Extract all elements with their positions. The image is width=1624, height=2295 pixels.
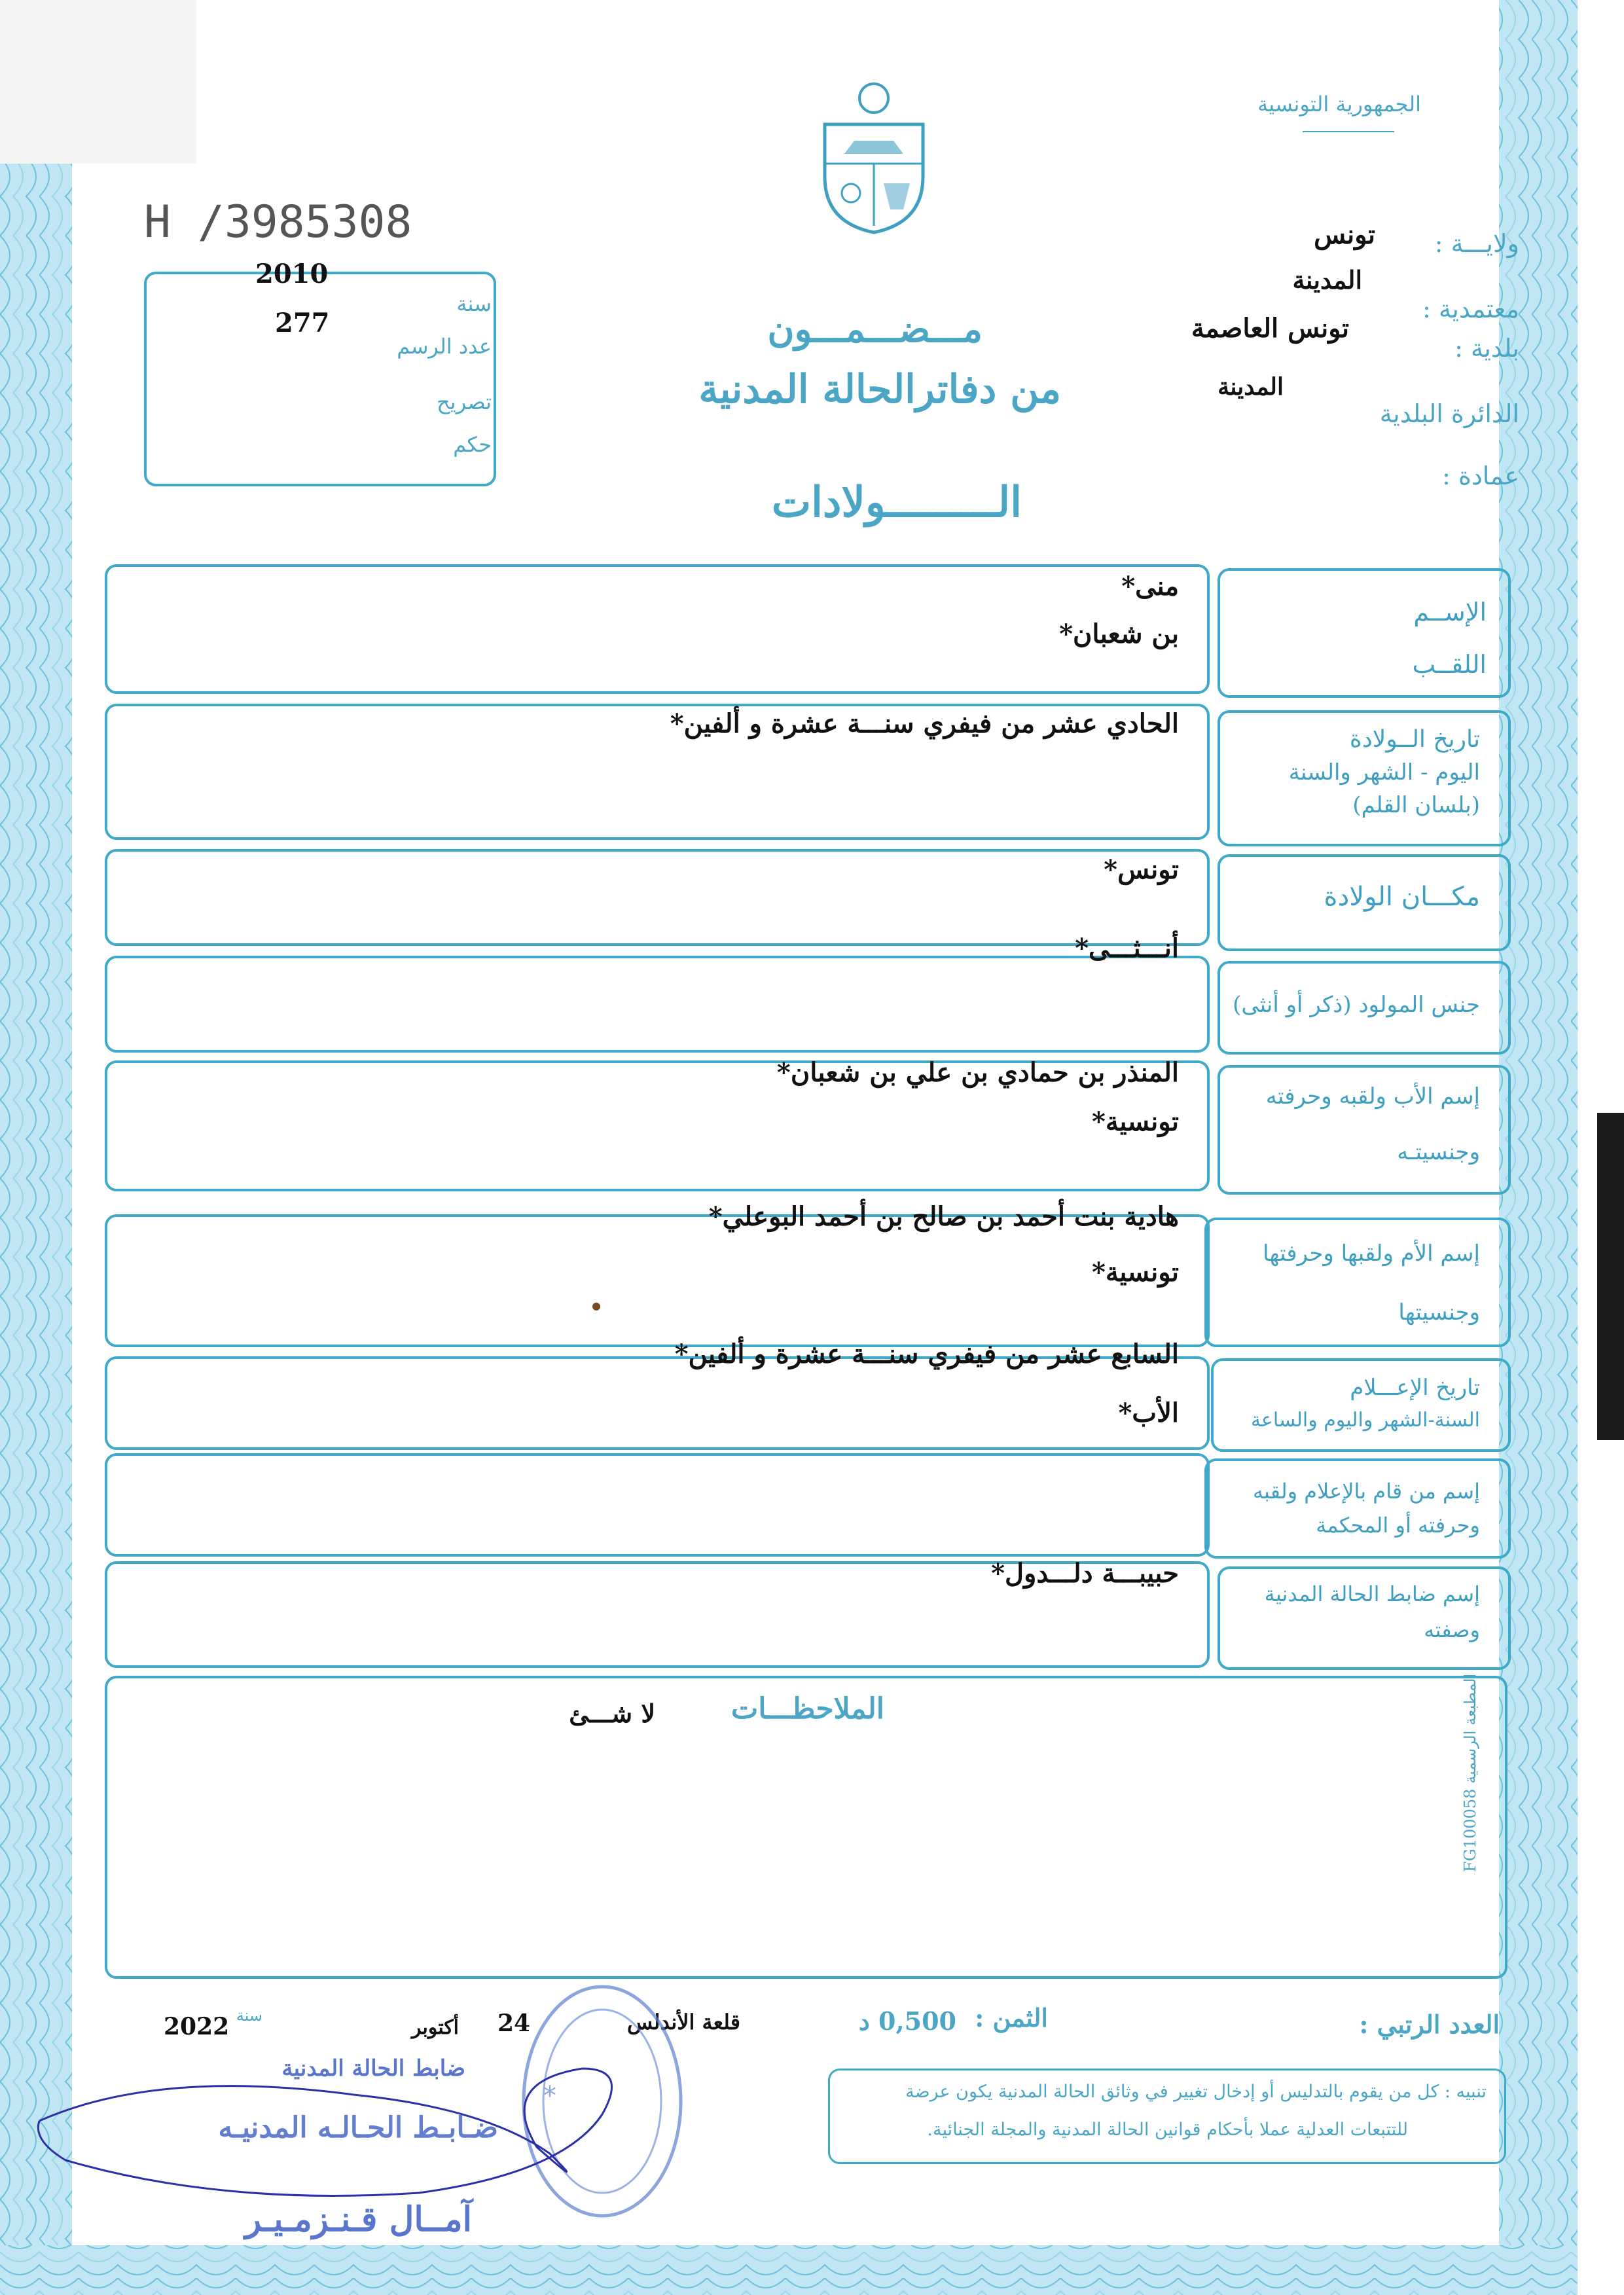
sex-value: أنـــثـــى* — [1075, 933, 1179, 964]
wilaya-label: ولايـــة : — [1434, 229, 1519, 258]
registry-number-value: 277 — [275, 308, 330, 338]
father-label1: إسم الأب ولقبه وحرفته — [1265, 1083, 1480, 1110]
mother-label2: وجنسيتها — [1398, 1299, 1480, 1326]
declaration-date-value: السابع عشر من فيفري سنـــة عشرة و ألفين* — [674, 1339, 1179, 1369]
registry-declaration-label: تصريح — [437, 389, 492, 414]
footer-year-value: 2022 — [164, 2013, 230, 2040]
registry-year-label: سنة — [456, 291, 492, 316]
mother-value-box — [105, 1214, 1210, 1347]
declaration-date-value-box — [105, 1356, 1210, 1450]
wilaya-value: تونس — [1314, 219, 1375, 250]
birthplace-value-box — [105, 849, 1210, 946]
omada-label: عمادة : — [1442, 461, 1519, 490]
stamp-officer-line2: ضـابـط الحـالـه المدنيـه — [218, 2111, 498, 2144]
surname-value: بن شعبان* — [1059, 619, 1179, 649]
declarant-label2: وحرفته أو المحكمة — [1316, 1513, 1480, 1538]
stamp-officer-name: آمــال قـنـزمـيـر — [245, 2199, 472, 2239]
price-value: 0,500 د — [858, 2006, 956, 2036]
stamp-officer-line1: ضابط الحالة المدنية — [281, 2055, 465, 2082]
birthdate-label1: تاريخ الــولادة — [1349, 726, 1480, 753]
footer-day: 24 — [497, 2010, 531, 2037]
birthdate-label3: (بلسان القلم) — [1352, 792, 1480, 818]
title-line1: مـــضـــمـــون — [767, 308, 983, 351]
declarant-value: الأب* — [1118, 1398, 1179, 1428]
footer-place: قلعة الأندلس — [626, 2010, 740, 2034]
father-label2: وجنسيتـه — [1397, 1139, 1480, 1165]
officer-label1: إسم ضابط الحالة المدنية — [1264, 1581, 1480, 1606]
remarks-value: لا شـــئ — [569, 1699, 655, 1728]
mother-value-1: هادية بنت أحمد بن صالح بن أحمد البوعلي* — [708, 1201, 1179, 1232]
mootamadiya-value: المدينة — [1292, 265, 1362, 295]
declaration-date-label2: السنة-الشهر واليوم والساعة — [1250, 1409, 1480, 1432]
mootamadiya-label: معتمدية : — [1422, 295, 1519, 323]
footer-year-label: سنة — [236, 2006, 262, 2025]
name-label: الإســم — [1413, 598, 1487, 626]
baladiya-value: تونس العاصمة — [1191, 313, 1349, 344]
serial-number: H /3985308 — [144, 196, 412, 248]
daira-label: الدائرة البلدية — [1379, 399, 1519, 428]
officer-value: حبيبـــة دلـــدول* — [991, 1558, 1179, 1589]
republic-name: الجمهورية التونسية — [1257, 92, 1421, 117]
sex-value-box — [105, 956, 1210, 1053]
baladiya-label: بلدية : — [1454, 334, 1519, 363]
remarks-label: الملاحظـــات — [731, 1692, 884, 1726]
footer-month: أكتوبر — [411, 2016, 459, 2039]
daira-value: المدينة — [1218, 373, 1284, 401]
warning-line2: للتتبعات العدلية عملا بأحكام قوانين الحالة المدنية والمجلة الجنائية. — [927, 2120, 1408, 2140]
sex-label: جنس المولود (ذكر أو أنثى) — [1233, 992, 1480, 1018]
birthplace-value: تونس* — [1104, 854, 1179, 885]
registry-number-label: عدد الرسم — [397, 334, 492, 359]
price-label: الثمن : — [975, 2003, 1048, 2033]
name-value-box — [105, 564, 1210, 694]
birthdate-label2: اليوم - الشهر والسنة — [1288, 759, 1480, 786]
birthdate-value: الحادي عشر من فيفري سنـــة عشرة و ألفين* — [670, 708, 1179, 739]
svg-text:*: * — [543, 2081, 556, 2111]
registry-judgment-label: حكم — [453, 432, 492, 457]
mother-label1: إسم الأم ولقبها وحرفتها — [1263, 1240, 1480, 1267]
declarant-label1: إسم من قام بالإعلام ولقبه — [1252, 1479, 1480, 1504]
father-value-2: تونسية* — [1091, 1106, 1179, 1137]
father-value-1: المنذر بن حمادي بن علي بن شعبان* — [776, 1057, 1179, 1088]
birthplace-label: مكـــان الولادة — [1324, 882, 1480, 912]
coat-of-arms-icon — [812, 79, 936, 236]
surname-label: اللقــب — [1412, 650, 1487, 679]
printer-code: المطبعة الرسمية FG100058 — [1461, 1673, 1479, 1872]
ink-dot — [592, 1303, 600, 1310]
officer-label2: وصفته — [1424, 1617, 1480, 1642]
registry-year-value: 2010 — [255, 259, 329, 289]
ordinal-label: العدد الرتبي : — [1359, 2010, 1500, 2039]
mother-value-2: تونسية* — [1091, 1257, 1179, 1288]
registry-box — [144, 272, 496, 486]
declarant-value-box — [105, 1453, 1210, 1557]
title-line2: من دفاترالحالة المدنية — [698, 367, 1061, 412]
declaration-date-label1: تاريخ الإعـــلام — [1350, 1375, 1480, 1401]
republic-underline — [1303, 131, 1394, 132]
section-title: الـــــــــولادات — [771, 478, 1022, 527]
name-value: منى* — [1121, 571, 1179, 602]
warning-line1: تنبيه : كل من يقوم بالتدليس أو إدخال تغيير في وثائق الحالة المدنية يكون عرضة — [905, 2082, 1487, 2102]
